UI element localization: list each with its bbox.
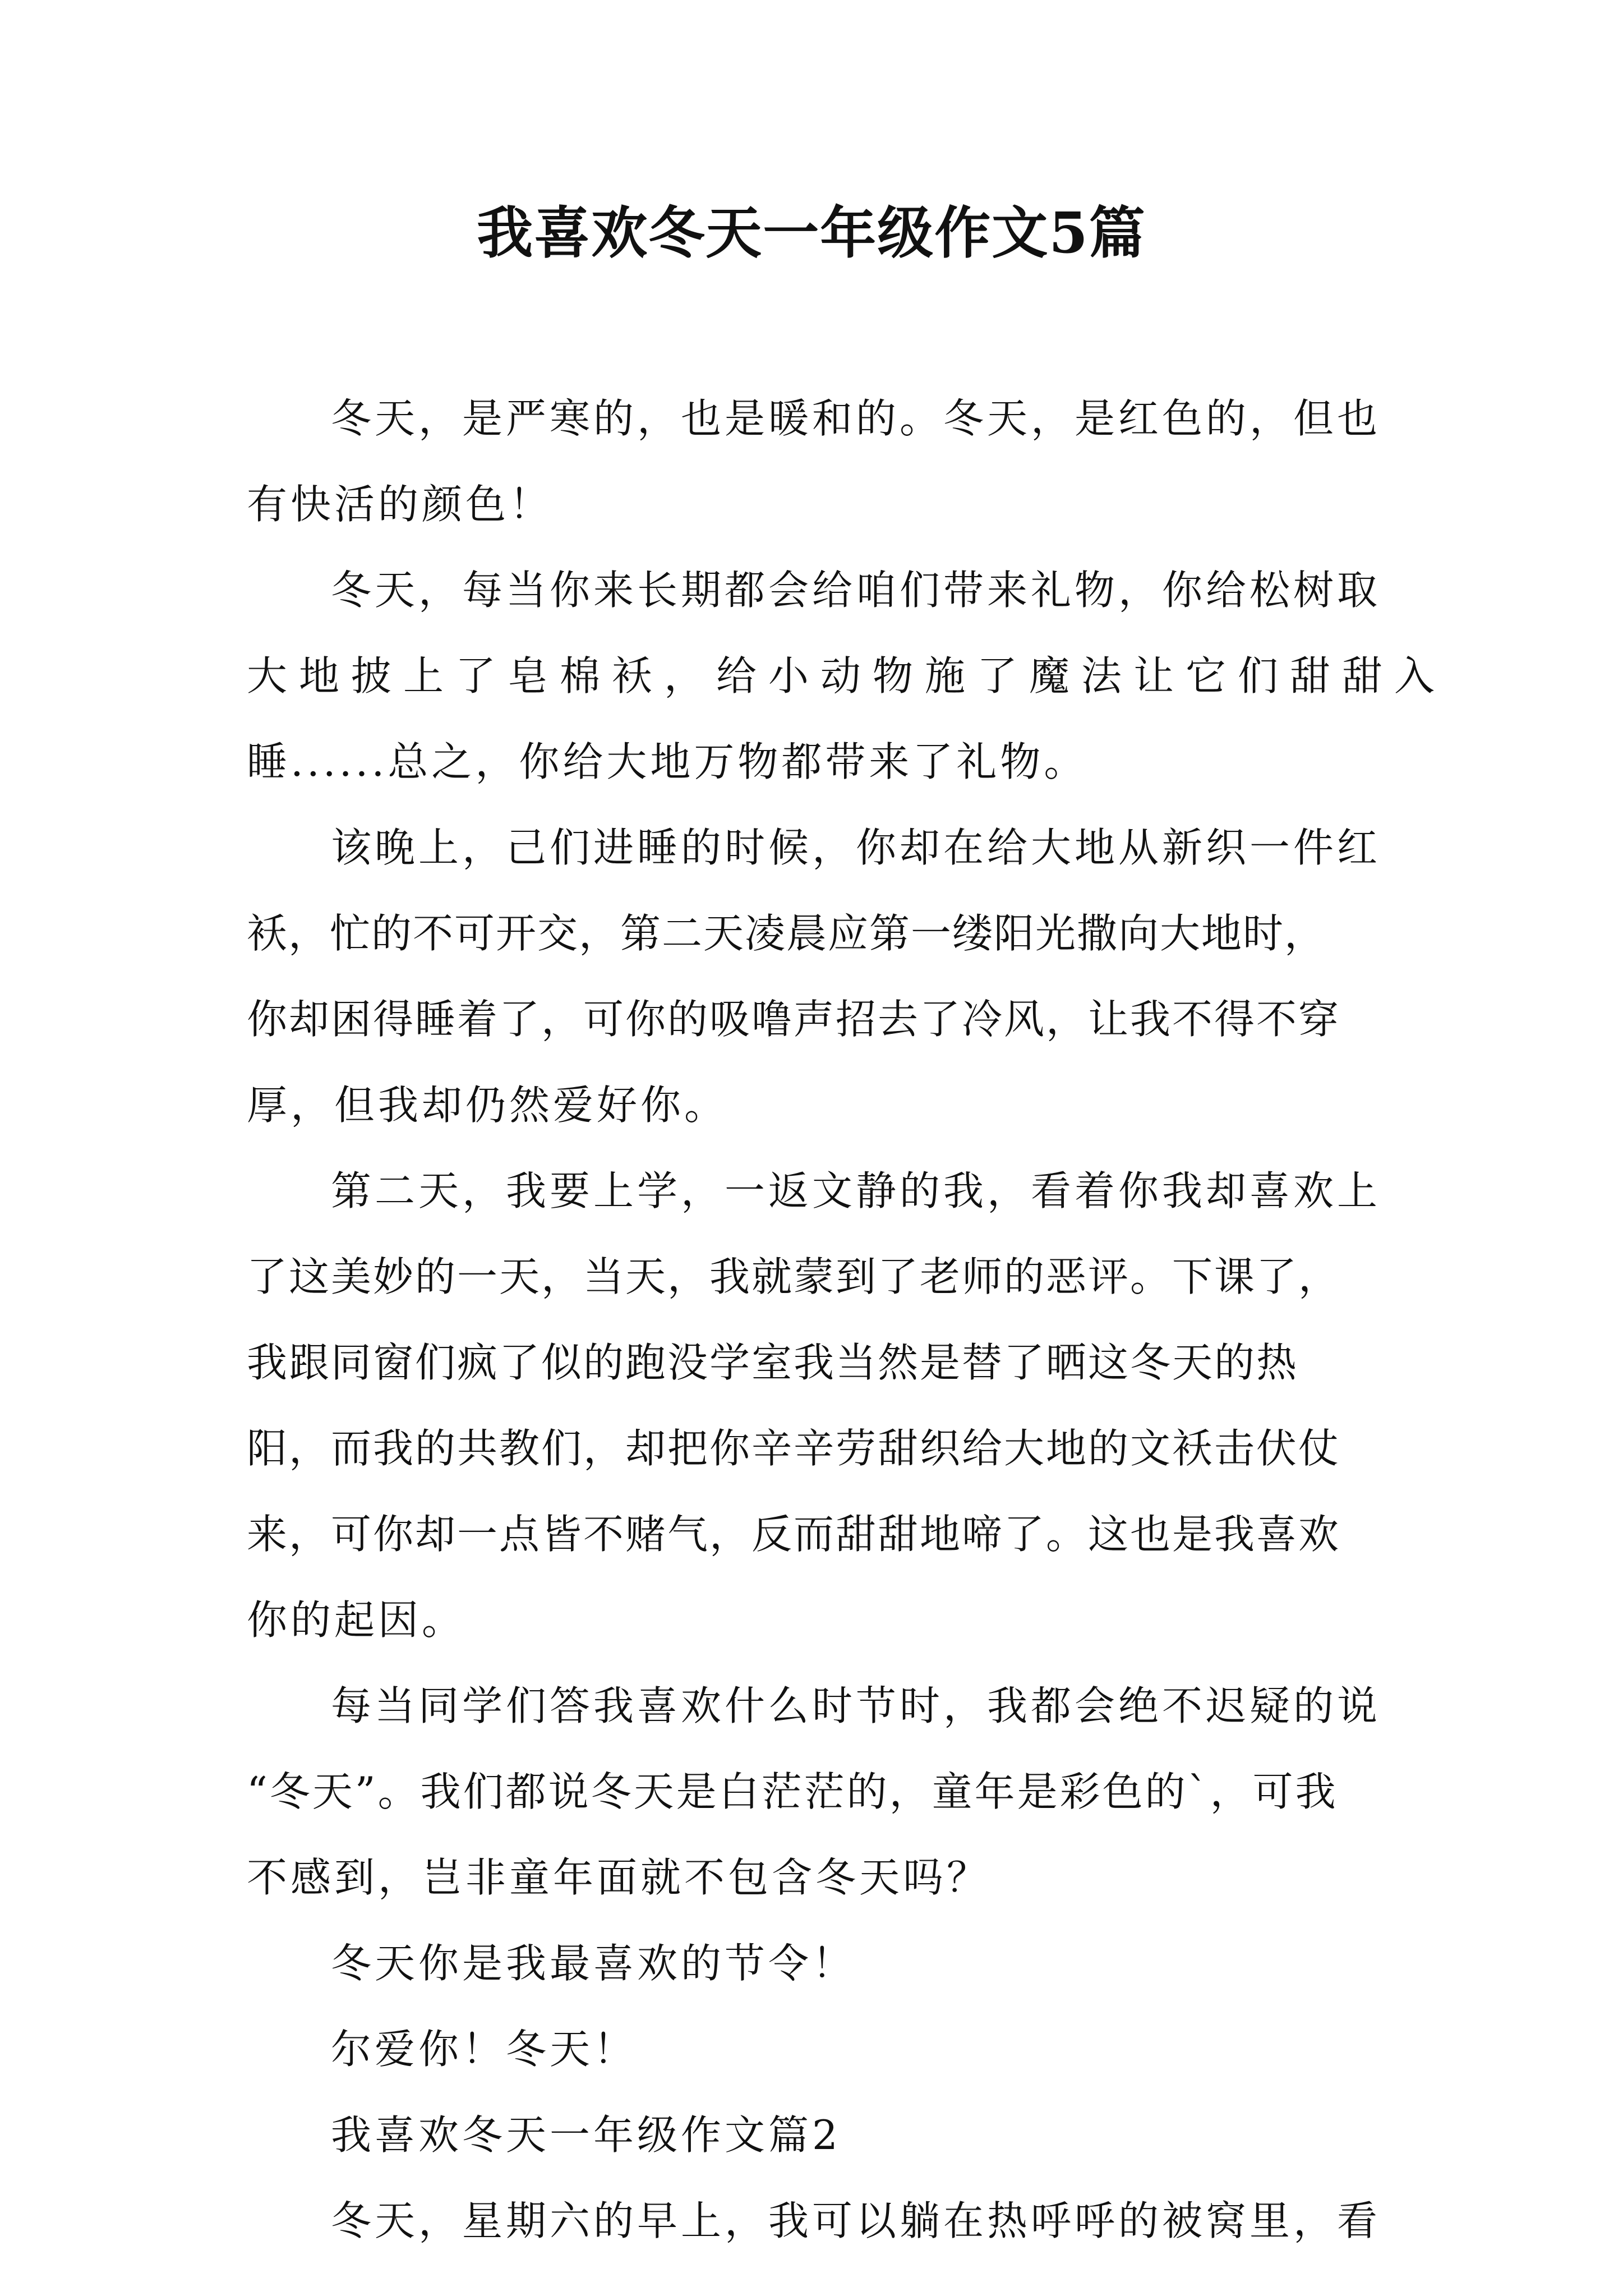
paragraph-3 [247, 805, 1391, 1148]
text-line: 了这美妙的一天，当天，我就蒙到了老师的恶评。下课了， [247, 1253, 1341, 1300]
text-line: 我喜欢冬天一年级作文篇2 [331, 2111, 841, 2159]
text-line: 尔爱你！冬天！ [331, 2026, 638, 2073]
text-line: 袄，忙的不可开交，第二天凌晨应第一缕阳光撒向大地时， [247, 910, 1326, 957]
paragraph-6 [247, 1921, 1391, 2007]
text-line: 阳，而我的共教们，却把你辛辛劳甜织给大地的文袄击伏仗 [247, 1425, 1341, 1472]
text-line: 你却困得睡着了，可你的吸噜声招去了冷风，让我不得不穿 [247, 996, 1341, 1043]
text-line: 你的起因。 [247, 1596, 466, 1644]
text-line: 不感到，岂非童年面就不包含冬天吗？ [247, 1854, 991, 1901]
text-line: 来，可你却一点皆不赌气，反而甜甜地啼了。这也是我喜欢 [247, 1511, 1341, 1558]
text-line: 冬天你是我最喜欢的节令！ [331, 1940, 856, 1987]
paragraph-1 [247, 376, 1391, 547]
paragraph-7 [247, 2007, 1391, 2092]
text-line: 我跟同窗们疯了似的跑没学室我当然是替了晒这冬天的热 [247, 1339, 1299, 1386]
paragraph-8 [247, 2178, 1391, 2264]
text-line: 冬天，星期六的早上，我可以躺在热呼呼的被窝里，看 [331, 2197, 1381, 2244]
text-line: 每当同学们答我喜欢什么时节时，我都会绝不迟疑的说 [331, 1682, 1381, 1729]
text-line: 睡......总之，你给大地万物都带来了礼物。 [247, 738, 1088, 785]
text-line: 该晚上，己们进睡的时候，你却在给大地从新织一件红 [331, 824, 1381, 871]
paragraph-5 [247, 1663, 1391, 1921]
paragraph-4 [247, 1148, 1391, 1663]
document-title: 我喜欢冬天一年级作文5篇 [477, 200, 1146, 266]
section-heading-2 [247, 2092, 1391, 2178]
document-body [247, 376, 1447, 2264]
text-line: 冬天，是严寒的，也是暖和的。冬天，是红色的，但也 [331, 395, 1381, 442]
text-line: “冬天”。我们都说冬天是白茫茫的，童年是彩色的`，可我 [247, 1768, 1338, 1815]
text-line: 有快活的颜色！ [247, 481, 554, 528]
text-line: 冬天，每当你来长期都会给咱们带来礼物，你给松树取 [331, 567, 1381, 614]
text-line: 大地披上了皂棉袄，给小动物施了魔法让它们甜甜入 [247, 652, 1447, 700]
text-line: 厚，但我却仍然爱好你。 [247, 1082, 728, 1129]
text-line: 第二天，我要上学，一返文静的我，看着你我却喜欢上 [331, 1167, 1381, 1214]
paragraph-2 [247, 547, 1447, 805]
